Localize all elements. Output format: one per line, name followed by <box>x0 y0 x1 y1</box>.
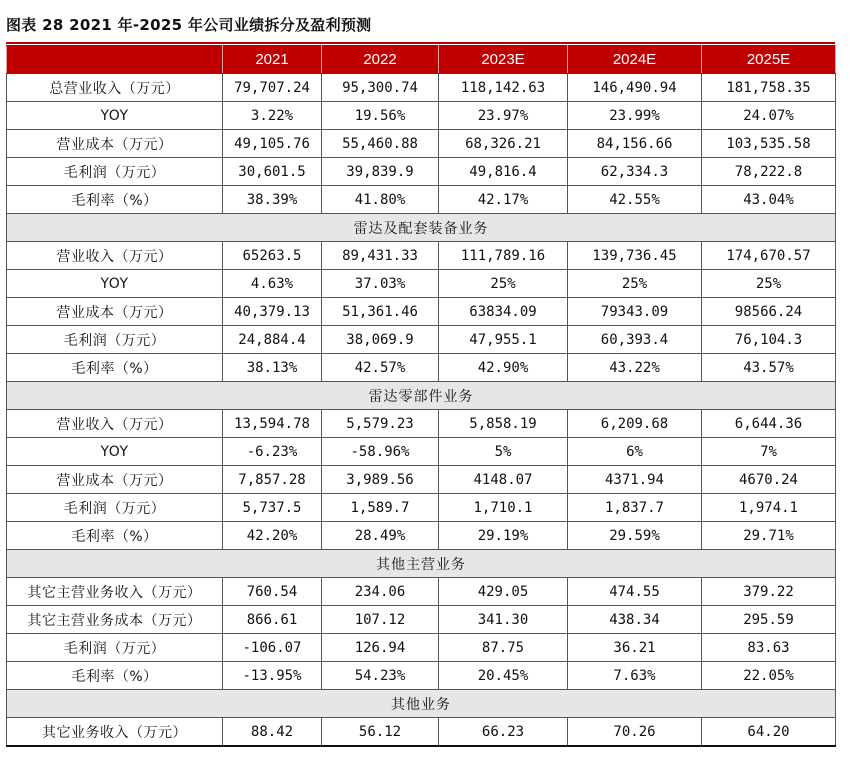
row-label: 营业收入（万元） <box>7 410 223 438</box>
value-cell: 1,837.7 <box>568 494 702 522</box>
value-cell: 55,460.88 <box>322 130 439 158</box>
value-cell: 22.05% <box>702 662 836 690</box>
value-cell: 474.55 <box>568 578 702 606</box>
table-row <box>7 158 836 186</box>
table-row <box>7 466 836 494</box>
value-cell: 5,737.5 <box>223 494 322 522</box>
value-cell: 38,069.9 <box>322 326 439 354</box>
value-cell: 79,707.24 <box>223 74 322 102</box>
value-cell: 64.20 <box>702 718 836 747</box>
value-cell: 139,736.45 <box>568 242 702 270</box>
row-label: 营业成本（万元） <box>7 130 223 158</box>
value-cell: 56.12 <box>322 718 439 747</box>
value-cell: -6.23% <box>223 438 322 466</box>
value-cell: 295.59 <box>702 606 836 634</box>
value-cell: 4670.24 <box>702 466 836 494</box>
table-row <box>7 354 836 382</box>
row-label: 毛利率（%） <box>7 522 223 550</box>
value-cell: 29.59% <box>568 522 702 550</box>
header-cell-2022: 2022 <box>322 46 439 74</box>
section-title: 雷达及配套装备业务 <box>7 214 836 242</box>
value-cell: 37.03% <box>322 270 439 298</box>
row-label: 毛利润（万元） <box>7 326 223 354</box>
header-row <box>7 46 836 74</box>
value-cell: 95,300.74 <box>322 74 439 102</box>
value-cell: 49,816.4 <box>439 158 568 186</box>
value-cell: 146,490.94 <box>568 74 702 102</box>
row-label: 毛利率（%） <box>7 354 223 382</box>
value-cell: 13,594.78 <box>223 410 322 438</box>
value-cell: -13.95% <box>223 662 322 690</box>
value-cell: 49,105.76 <box>223 130 322 158</box>
row-label: YOY <box>7 102 223 130</box>
value-cell: 4371.94 <box>568 466 702 494</box>
value-cell: 3,989.56 <box>322 466 439 494</box>
header-cell-2024e: 2024E <box>568 46 702 74</box>
value-cell: 5,858.19 <box>439 410 568 438</box>
row-label: 其它主营业务收入（万元） <box>7 578 223 606</box>
value-cell: 88.42 <box>223 718 322 747</box>
value-cell: 89,431.33 <box>322 242 439 270</box>
value-cell: 36.21 <box>568 634 702 662</box>
value-cell: 54.23% <box>322 662 439 690</box>
value-cell: 3.22% <box>223 102 322 130</box>
figure-caption: 图表 28 2021 年-2025 年公司业绩拆分及盈利预测 <box>6 16 372 34</box>
value-cell: 429.05 <box>439 578 568 606</box>
value-cell: -58.96% <box>322 438 439 466</box>
value-cell: 174,670.57 <box>702 242 836 270</box>
value-cell: 25% <box>439 270 568 298</box>
table-row <box>7 270 836 298</box>
value-cell: 7.63% <box>568 662 702 690</box>
table-row <box>7 494 836 522</box>
value-cell: 4148.07 <box>439 466 568 494</box>
value-cell: 23.97% <box>439 102 568 130</box>
table-body <box>7 74 836 747</box>
row-label: 毛利润（万元） <box>7 634 223 662</box>
value-cell: 65263.5 <box>223 242 322 270</box>
value-cell: 107.12 <box>322 606 439 634</box>
value-cell: 42.57% <box>322 354 439 382</box>
value-cell: 87.75 <box>439 634 568 662</box>
value-cell: 79343.09 <box>568 298 702 326</box>
value-cell: 42.17% <box>439 186 568 214</box>
value-cell: 98566.24 <box>702 298 836 326</box>
table-row <box>7 186 836 214</box>
value-cell: 181,758.35 <box>702 74 836 102</box>
value-cell: 24.07% <box>702 102 836 130</box>
row-label: 毛利润（万元） <box>7 158 223 186</box>
section-title: 雷达零部件业务 <box>7 382 836 410</box>
row-label: YOY <box>7 270 223 298</box>
value-cell: 63834.09 <box>439 298 568 326</box>
value-cell: 7,857.28 <box>223 466 322 494</box>
row-label: 营业收入（万元） <box>7 242 223 270</box>
value-cell: 341.30 <box>439 606 568 634</box>
row-label: 其它主营业务成本（万元） <box>7 606 223 634</box>
row-label: 其它业务收入（万元） <box>7 718 223 747</box>
table-row <box>7 718 836 747</box>
value-cell: 43.22% <box>568 354 702 382</box>
value-cell: 29.19% <box>439 522 568 550</box>
value-cell: 1,974.1 <box>702 494 836 522</box>
value-cell: 379.22 <box>702 578 836 606</box>
value-cell: 760.54 <box>223 578 322 606</box>
table-row <box>7 242 836 270</box>
value-cell: 68,326.21 <box>439 130 568 158</box>
value-cell: 42.90% <box>439 354 568 382</box>
value-cell: -106.07 <box>223 634 322 662</box>
table-row <box>7 662 836 690</box>
value-cell: 38.39% <box>223 186 322 214</box>
table-row <box>7 410 836 438</box>
value-cell: 30,601.5 <box>223 158 322 186</box>
value-cell: 5,579.23 <box>322 410 439 438</box>
caption-rule <box>6 42 835 44</box>
value-cell: 76,104.3 <box>702 326 836 354</box>
value-cell: 6,644.36 <box>702 410 836 438</box>
section-header-row <box>7 550 836 578</box>
value-cell: 1,589.7 <box>322 494 439 522</box>
value-cell: 51,361.46 <box>322 298 439 326</box>
value-cell: 43.04% <box>702 186 836 214</box>
table-row <box>7 130 836 158</box>
table-row <box>7 102 836 130</box>
section-title: 其他主营业务 <box>7 550 836 578</box>
value-cell: 39,839.9 <box>322 158 439 186</box>
value-cell: 23.99% <box>568 102 702 130</box>
value-cell: 4.63% <box>223 270 322 298</box>
value-cell: 29.71% <box>702 522 836 550</box>
table-row <box>7 522 836 550</box>
value-cell: 43.57% <box>702 354 836 382</box>
header-cell-label <box>7 46 223 74</box>
row-label: 总营业收入（万元） <box>7 74 223 102</box>
value-cell: 60,393.4 <box>568 326 702 354</box>
value-cell: 234.06 <box>322 578 439 606</box>
table-row <box>7 438 836 466</box>
value-cell: 111,789.16 <box>439 242 568 270</box>
row-label: 营业成本（万元） <box>7 466 223 494</box>
table-row <box>7 578 836 606</box>
value-cell: 28.49% <box>322 522 439 550</box>
value-cell: 62,334.3 <box>568 158 702 186</box>
value-cell: 84,156.66 <box>568 130 702 158</box>
value-cell: 38.13% <box>223 354 322 382</box>
section-header-row <box>7 382 836 410</box>
value-cell: 7% <box>702 438 836 466</box>
table-row <box>7 74 836 102</box>
value-cell: 24,884.4 <box>223 326 322 354</box>
row-label: 营业成本（万元） <box>7 298 223 326</box>
row-label: 毛利率（%） <box>7 662 223 690</box>
row-label: YOY <box>7 438 223 466</box>
table-row <box>7 606 836 634</box>
value-cell: 1,710.1 <box>439 494 568 522</box>
value-cell: 25% <box>568 270 702 298</box>
row-label: 毛利率（%） <box>7 186 223 214</box>
value-cell: 20.45% <box>439 662 568 690</box>
financial-forecast-table <box>6 45 836 747</box>
value-cell: 19.56% <box>322 102 439 130</box>
value-cell: 5% <box>439 438 568 466</box>
table-row <box>7 634 836 662</box>
value-cell: 866.61 <box>223 606 322 634</box>
value-cell: 47,955.1 <box>439 326 568 354</box>
value-cell: 66.23 <box>439 718 568 747</box>
header-cell-2025e: 2025E <box>702 46 836 74</box>
section-header-row <box>7 690 836 718</box>
value-cell: 42.55% <box>568 186 702 214</box>
value-cell: 83.63 <box>702 634 836 662</box>
header-cell-2023e: 2023E <box>439 46 568 74</box>
section-title: 其他业务 <box>7 690 836 718</box>
value-cell: 118,142.63 <box>439 74 568 102</box>
value-cell: 6,209.68 <box>568 410 702 438</box>
value-cell: 438.34 <box>568 606 702 634</box>
table-row <box>7 298 836 326</box>
value-cell: 103,535.58 <box>702 130 836 158</box>
header-cell-2021: 2021 <box>223 46 322 74</box>
value-cell: 42.20% <box>223 522 322 550</box>
value-cell: 40,379.13 <box>223 298 322 326</box>
value-cell: 78,222.8 <box>702 158 836 186</box>
row-label: 毛利润（万元） <box>7 494 223 522</box>
value-cell: 126.94 <box>322 634 439 662</box>
section-header-row <box>7 214 836 242</box>
value-cell: 6% <box>568 438 702 466</box>
value-cell: 25% <box>702 270 836 298</box>
value-cell: 41.80% <box>322 186 439 214</box>
table-row <box>7 326 836 354</box>
value-cell: 70.26 <box>568 718 702 747</box>
